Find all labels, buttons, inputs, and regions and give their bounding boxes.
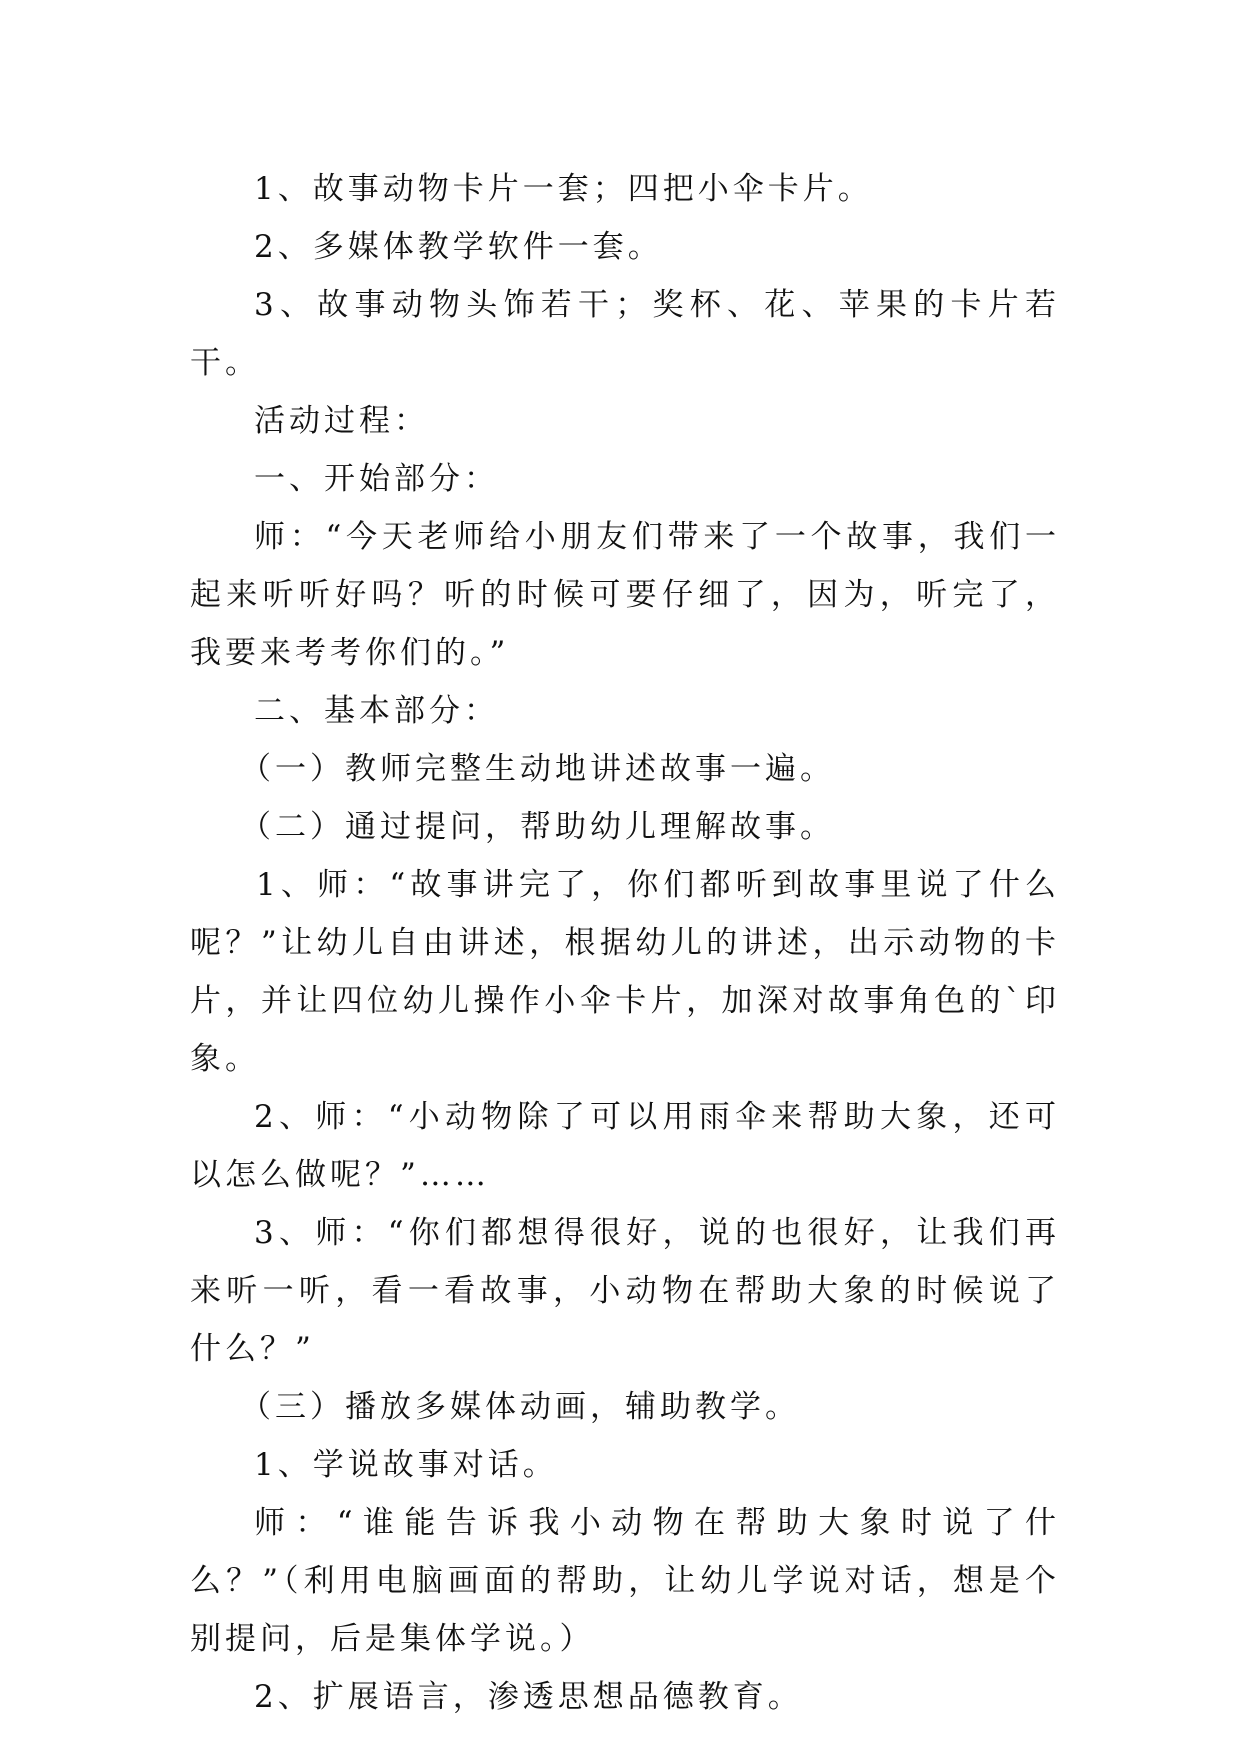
list-item: 2、多媒体教学软件一套。 xyxy=(254,229,663,265)
subsection-heading: （三）播放多媒体动画，辅助教学。 xyxy=(240,1389,800,1425)
paragraph: 1、师：“故事讲完了，你们都听到故事里说了什么呢？”让幼儿自由讲述，根据幼儿的讲述，出示动物的卡片，并让四位幼儿操作小伞卡片，加深对故事角色的`印象。 xyxy=(190,867,1060,1077)
paragraph: 2、师：“小动物除了可以用雨伞来帮助大象，还可以怎么做呢？”…… xyxy=(190,1099,1060,1193)
list-item: 1、学说故事对话。 xyxy=(254,1447,558,1483)
paragraph: 师：“今天老师给小朋友们带来了一个故事，我们一起来听听好吗？听的时候可要仔细了，因为，听完了，我要来考考你们的。” xyxy=(190,519,1060,671)
subsection-heading: （一）教师完整生动地讲述故事一遍。 xyxy=(240,751,835,787)
list-item: 1、故事动物卡片一套；四把小伞卡片。 xyxy=(254,171,873,207)
subsection-heading: （二）通过提问，帮助幼儿理解故事。 xyxy=(240,809,835,845)
list-item: 2、扩展语言，渗透思想品德教育。 xyxy=(254,1679,803,1715)
paragraph: 师：“谁能告诉我小动物在帮助大象时说了什么？”（利用电脑画面的帮助，让幼儿学说对话，想是个别提问，后是集体学说。） xyxy=(190,1505,1060,1657)
paragraph: 3、师：“你们都想得很好，说的也很好，让我们再来听一听，看一看故事，小动物在帮助大象的时候说了什么？” xyxy=(190,1215,1060,1367)
section-heading: 二、基本部分： xyxy=(254,693,499,729)
section-heading: 一、开始部分： xyxy=(254,461,499,497)
section-heading: 活动过程： xyxy=(254,403,429,439)
list-item: 3、故事动物头饰若干；奖杯、花、苹果的卡片若干。 xyxy=(190,287,1060,381)
document-body xyxy=(190,160,1060,1726)
